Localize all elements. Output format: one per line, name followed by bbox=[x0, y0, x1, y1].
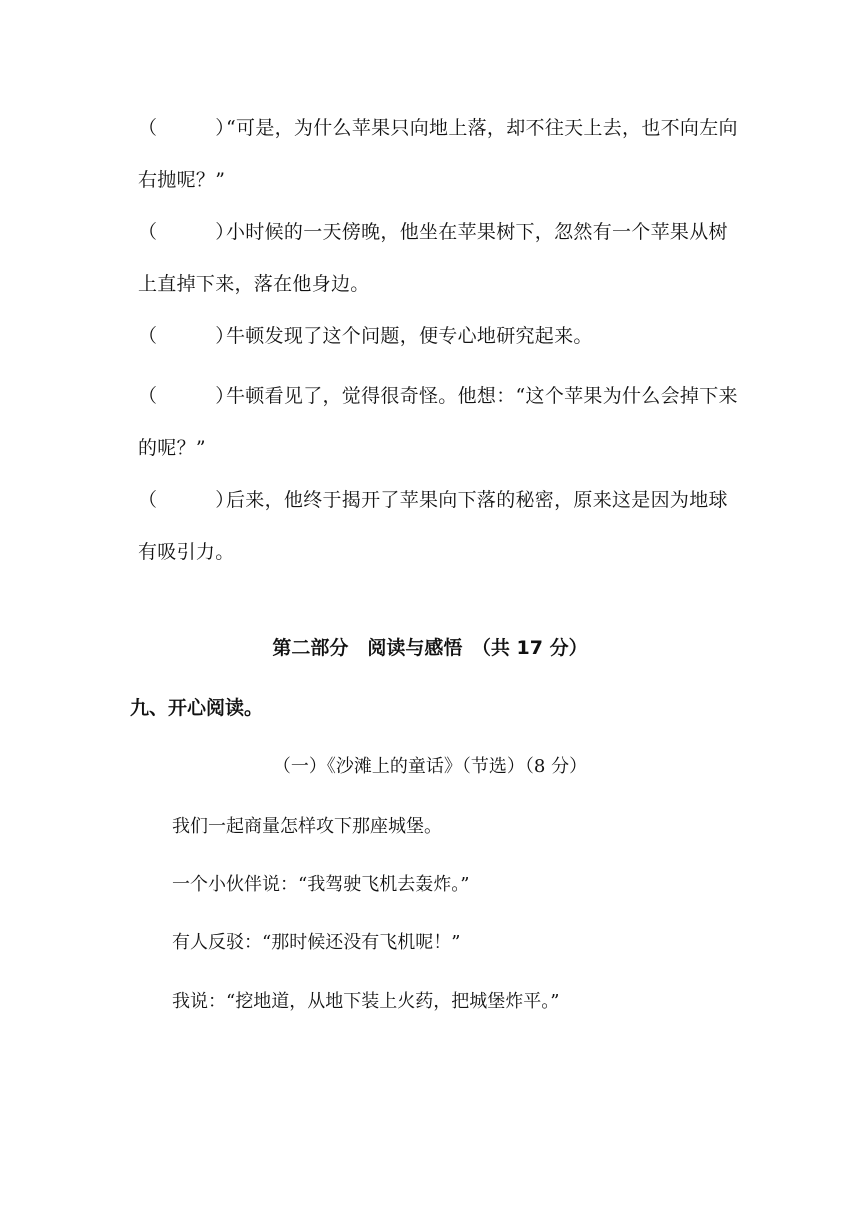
passage-paragraph: 我说：“挖地道，从地下装上火药，把城堡炸平。” bbox=[172, 991, 560, 1012]
passage-paragraph: 我们一起商量怎样攻下那座城堡。 bbox=[172, 816, 442, 837]
item-text: 后来，他终于揭开了苹果向下落的秘密，原来这是因为地球有吸引力。 bbox=[138, 489, 728, 563]
item-text: 牛顿发现了这个问题，便专心地研究起来。 bbox=[226, 325, 593, 347]
answer-blank[interactable]: （ ） bbox=[138, 489, 235, 511]
item-text: 小时候的一天傍晚，他坐在苹果树下，忽然有一个苹果从树上直掉下来，落在他身边。 bbox=[138, 221, 728, 295]
ordering-item bbox=[138, 206, 738, 310]
answer-blank[interactable]: （ ） bbox=[138, 221, 235, 243]
answer-blank[interactable]: （ ） bbox=[138, 117, 235, 139]
item-text: “可是，为什么苹果只向地上落，却不往天上去，也不向左向右抛呢？” bbox=[138, 117, 738, 191]
section-title: 九、开心阅读。 bbox=[130, 697, 264, 719]
ordering-item bbox=[138, 310, 738, 362]
part-heading: 第二部分 阅读与感悟 （共 17 分） bbox=[272, 637, 588, 659]
passage-title: （一）《沙滩上的童话》（节选）（8 分） bbox=[272, 756, 588, 777]
answer-blank[interactable]: （ ） bbox=[138, 385, 235, 407]
answer-blank[interactable]: （ ） bbox=[138, 325, 235, 347]
item-text: 牛顿看见了，觉得很奇怪。他想：“这个苹果为什么会掉下来的呢？” bbox=[138, 385, 738, 459]
ordering-item bbox=[138, 474, 738, 578]
passage-paragraph: 一个小伙伴说：“我驾驶飞机去轰炸。” bbox=[172, 874, 470, 895]
passage-paragraph: 有人反驳：“那时候还没有飞机呢！” bbox=[172, 932, 461, 953]
ordering-item bbox=[138, 102, 738, 206]
ordering-item bbox=[138, 370, 738, 474]
